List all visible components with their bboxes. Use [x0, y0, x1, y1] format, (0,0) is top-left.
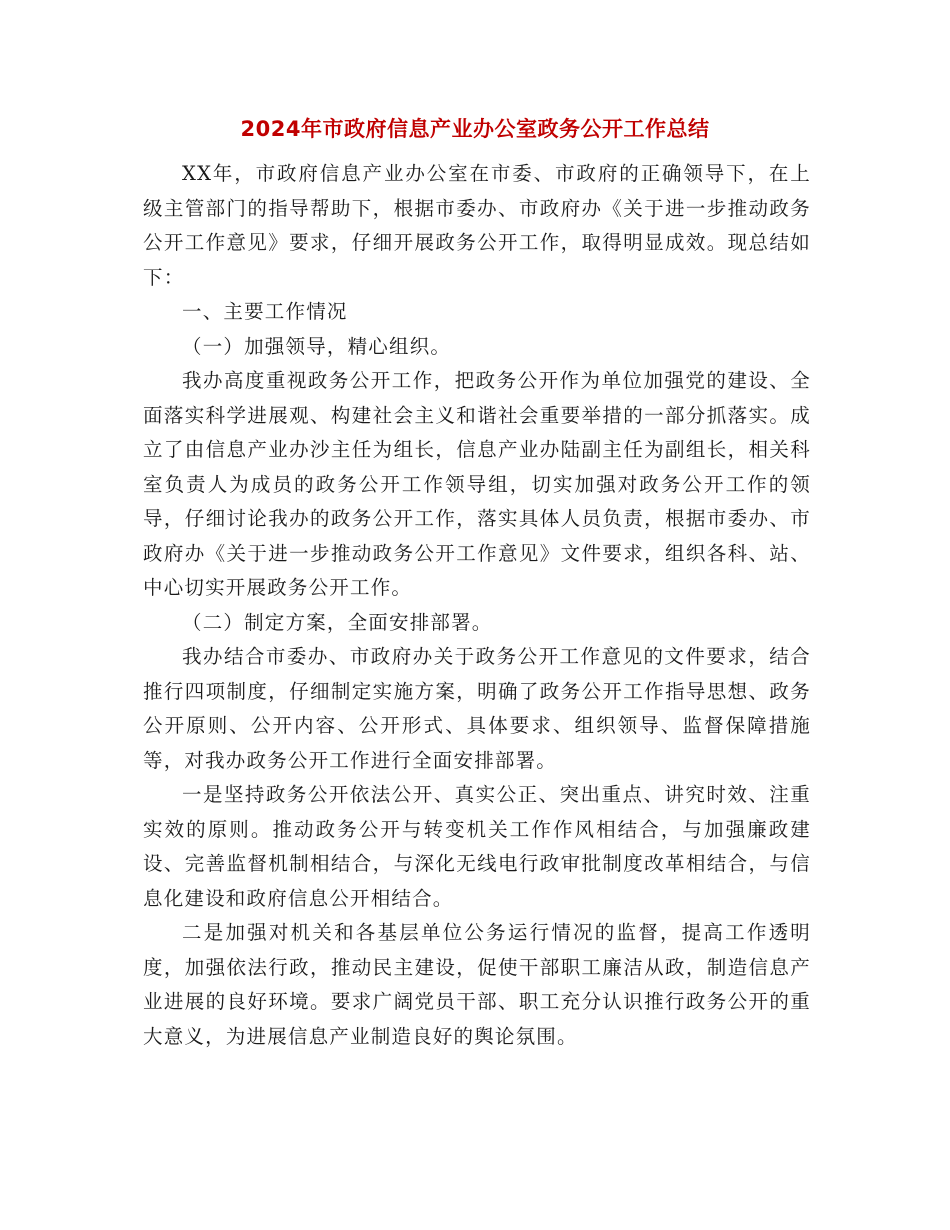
paragraph-intro: XX年，市政府信息产业办公室在市委、市政府的正确领导下，在上级主管部门的指导帮助下，根据市委办、市政府办《关于进一步推动政务公开工作意见》要求，仔细开展政务公开工作，取得明显成效。现总结如下：: [143, 162, 811, 289]
paragraph-point-one: 一是坚持政务公开依法公开、真实公正、突出重点、讲究时效、注重实效的原则。推动政务公开与转变机关工作作风相结合，与加强廉政建设、完善监督机制相结合，与深化无线电行政审批制度改革相结合，与信息化建设和政府信息公开相结合。: [143, 783, 811, 910]
section-heading-main-work: 一、主要工作情况: [182, 300, 348, 323]
subsection-heading-plan: （二）制定方案，全面安排部署。: [182, 610, 493, 634]
paragraph-leadership: 我办高度重视政务公开工作，把政务公开作为单位加强党的建设、全面落实科学进展观、构建社会主义和谐社会重要举措的一部分抓落实。成立了由信息产业办沙主任为组长，信息产业办陆副主任为副组长，相关科室负责人为成员的政务公开工作领导组，切实加强对政务公开工作的领导，仔细讨论我办的政务公开工作，落实具体人员负责，根据市委办、市政府办《关于进一步推动政务公开工作意见》文件要求，组织各科、站、中心切实开展政务公开工作。: [143, 369, 811, 599]
document-title: 2024年市政府信息产业办公室政务公开工作总结: [240, 117, 710, 141]
paragraph-point-two: 二是加强对机关和各基层单位公务运行情况的监督，提高工作透明度，加强依法行政，推动民主建设，促使干部职工廉洁从政，制造信息产业进展的良好环境。要求广阔党员干部、职工充分认识推行政务公开的重大意义，为进展信息产业制造良好的舆论氛围。: [143, 921, 811, 1048]
paragraph-plan: 我办结合市委办、市政府办关于政务公开工作意见的文件要求，结合推行四项制度，仔细制定实施方案，明确了政务公开工作指导思想、政务公开原则、公开内容、公开形式、具体要求、组织领导、监督保障措施等，对我办政务公开工作进行全面安排部署。: [143, 645, 811, 772]
subsection-heading-leadership: （一）加强领导，精心组织。: [182, 334, 452, 358]
document-body: [143, 157, 811, 1054]
